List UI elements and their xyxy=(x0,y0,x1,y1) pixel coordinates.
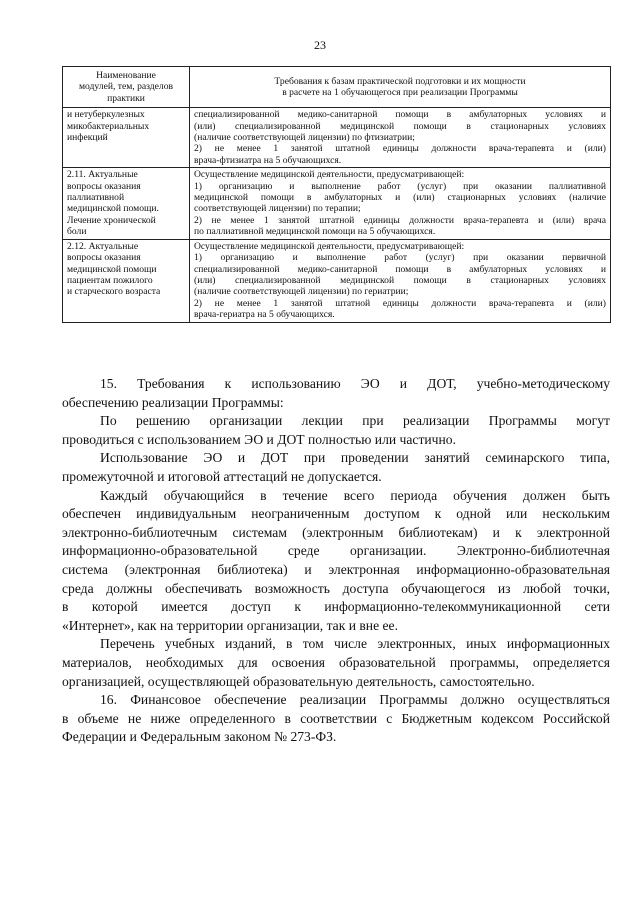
cell-line: Лечение хронической xyxy=(67,214,156,226)
cell-line: специализированной медико-санитарной помощи в амбулаторных условиях и xyxy=(194,109,606,121)
header-module-name xyxy=(63,67,190,108)
paragraph-15 xyxy=(62,375,610,412)
cell-line: 2) не менее 1 занятой штатной единицы должности врача-терапевта и (или) xyxy=(194,143,606,155)
header-col1-line: Наименование xyxy=(96,70,156,81)
cell-line: специализированной медико-санитарной помощи в амбулаторных условиях и xyxy=(194,263,606,275)
cell-line: микобактериальных xyxy=(67,120,150,132)
cell-line: Осуществление медицинской деятельности, предусматривающей: xyxy=(194,169,465,181)
paragraph-lectures xyxy=(62,412,610,449)
requirements-cell xyxy=(190,168,611,239)
cell-line: пациентам пожилого xyxy=(67,274,153,286)
paragraph-access xyxy=(62,487,610,636)
paragraph-seminars xyxy=(62,449,610,486)
text-line: в объеме не ниже определенного в соответствии с Бюджетным кодексом Российской xyxy=(62,710,610,726)
cell-line: медицинской помощи xyxy=(67,263,157,275)
cell-line: паллиативной xyxy=(67,192,125,204)
requirements-cell xyxy=(190,108,611,168)
module-cell xyxy=(63,239,190,322)
text-line: среда должны обеспечивать возможность доступа обучающегося из любой точки, xyxy=(62,580,610,596)
paragraph-materials xyxy=(62,635,610,691)
cell-line: вопросы оказания xyxy=(67,252,141,264)
cell-line: (или) специализированной медицинской помощи в стационарных условиях xyxy=(194,274,606,286)
table-row xyxy=(63,168,611,239)
module-cell xyxy=(63,108,190,168)
header-col1-line: модулей, тем, разделов xyxy=(78,81,174,93)
text-line: «Интернет», как на территории организации, так и вне ее. xyxy=(62,617,398,633)
table-row xyxy=(63,108,611,168)
text-line: По решению организации лекции при реализации Программы могут xyxy=(100,413,610,429)
cell-line: медицинской помощи. xyxy=(67,203,159,215)
cell-line: инфекций xyxy=(67,132,108,144)
cell-line: по паллиативной медицинской помощи на 5 обучающихся. xyxy=(194,226,436,238)
text-line: в которой имеется доступ к информационно-телекоммуникационной сети xyxy=(62,599,610,615)
text-line: проводиться с использованием ЭО и ДОТ полностью или частично. xyxy=(62,431,456,447)
cell-line: (наличие соответствующей лицензии) по гериатрии; xyxy=(194,286,409,298)
cell-line: 2.12. Актуальные xyxy=(67,240,139,252)
table-header-row xyxy=(63,67,611,108)
cell-line: 2.11. Актуальные xyxy=(67,169,138,181)
cell-line: 1) организацию и выполнение работ (услуг) при оказании паллиативной xyxy=(194,180,606,192)
text-line: 15. Требования к использованию ЭО и ДОТ, учебно-методическому xyxy=(100,376,610,391)
cell-line: врача-гериатра на 5 обучающихся. xyxy=(194,309,335,321)
table-row xyxy=(63,239,611,322)
text-line: организацией, осуществляющей образовательную деятельность, самостоятельно. xyxy=(62,673,535,689)
cell-line: Осуществление медицинской деятельности, предусматривающей: xyxy=(194,240,465,252)
text-line: Каждый обучающийся в течение всего периода обучения должен быть xyxy=(100,487,610,503)
requirements-cell xyxy=(190,239,611,322)
text-line: Использование ЭО и ДОТ при проведении занятий семинарского типа, xyxy=(100,450,610,466)
requirements-table xyxy=(62,66,611,323)
text-line: материалов, необходимых для освоения образовательной программы, определяется xyxy=(62,654,610,670)
text-line: электронно-библиотечным системам (электронным библиотекам) и к электронной xyxy=(62,524,610,540)
text-line: обеспечен индивидуальным неограниченным доступом к одной или нескольким xyxy=(62,506,610,522)
text-line: информационно-образовательной среде организации. Электронно-библиотечная xyxy=(62,543,610,559)
text-line: Перечень учебных изданий, в том числе электронных, иных информационных xyxy=(100,636,610,652)
cell-line: боли xyxy=(67,226,87,238)
header-col2-line: в расчете на 1 обучающегося при реализации Программы xyxy=(282,87,518,99)
cell-line: 2) не менее 1 занятой штатной единицы должности врача-терапевта и (или) xyxy=(194,297,606,309)
cell-line: 1) организацию и выполнение работ (услуг) при оказании первичной xyxy=(194,252,606,264)
text-line: Федерации и Федеральным законом № 273-ФЗ. xyxy=(62,729,337,745)
header-requirements xyxy=(190,67,611,108)
text-line: промежуточной и итоговой аттестаций не допускается. xyxy=(62,468,382,484)
cell-line: вопросы оказания xyxy=(67,180,141,192)
cell-line: врача-фтизиатра на 5 обучающихся. xyxy=(194,154,342,166)
cell-line: и старческого возраста xyxy=(67,286,161,298)
cell-line: и нетуберкулезных xyxy=(67,109,145,121)
header-col1-line: практики xyxy=(107,92,145,104)
cell-line: соответствующей лицензии) по терапии; xyxy=(194,203,361,215)
header-col2-line: Требования к базам практической подготовки и их мощности xyxy=(274,75,526,87)
text-line: система (электронная библиотека) и электронная информационно-образовательная xyxy=(62,561,610,577)
paragraph-16 xyxy=(62,691,610,747)
cell-line: 2) не менее 1 занятой штатной единицы должности врача-терапевта и (или) врача xyxy=(194,214,606,226)
cell-line: (наличие соответствующей лицензии) по фтизиатрии; xyxy=(194,132,415,144)
body-text xyxy=(62,375,610,747)
cell-line: (или) специализированной медицинской помощи в стационарных условиях xyxy=(194,120,606,132)
page-number: 23 xyxy=(314,38,326,52)
module-cell xyxy=(63,168,190,239)
text-line: 16. Финансовое обеспечение реализации Программы должно осуществляться xyxy=(100,692,610,708)
text-line: обеспечению реализации Программы: xyxy=(62,394,284,410)
cell-line: медицинской помощи в амбулаторных и (или) стационарных условиях (наличие xyxy=(194,192,606,204)
